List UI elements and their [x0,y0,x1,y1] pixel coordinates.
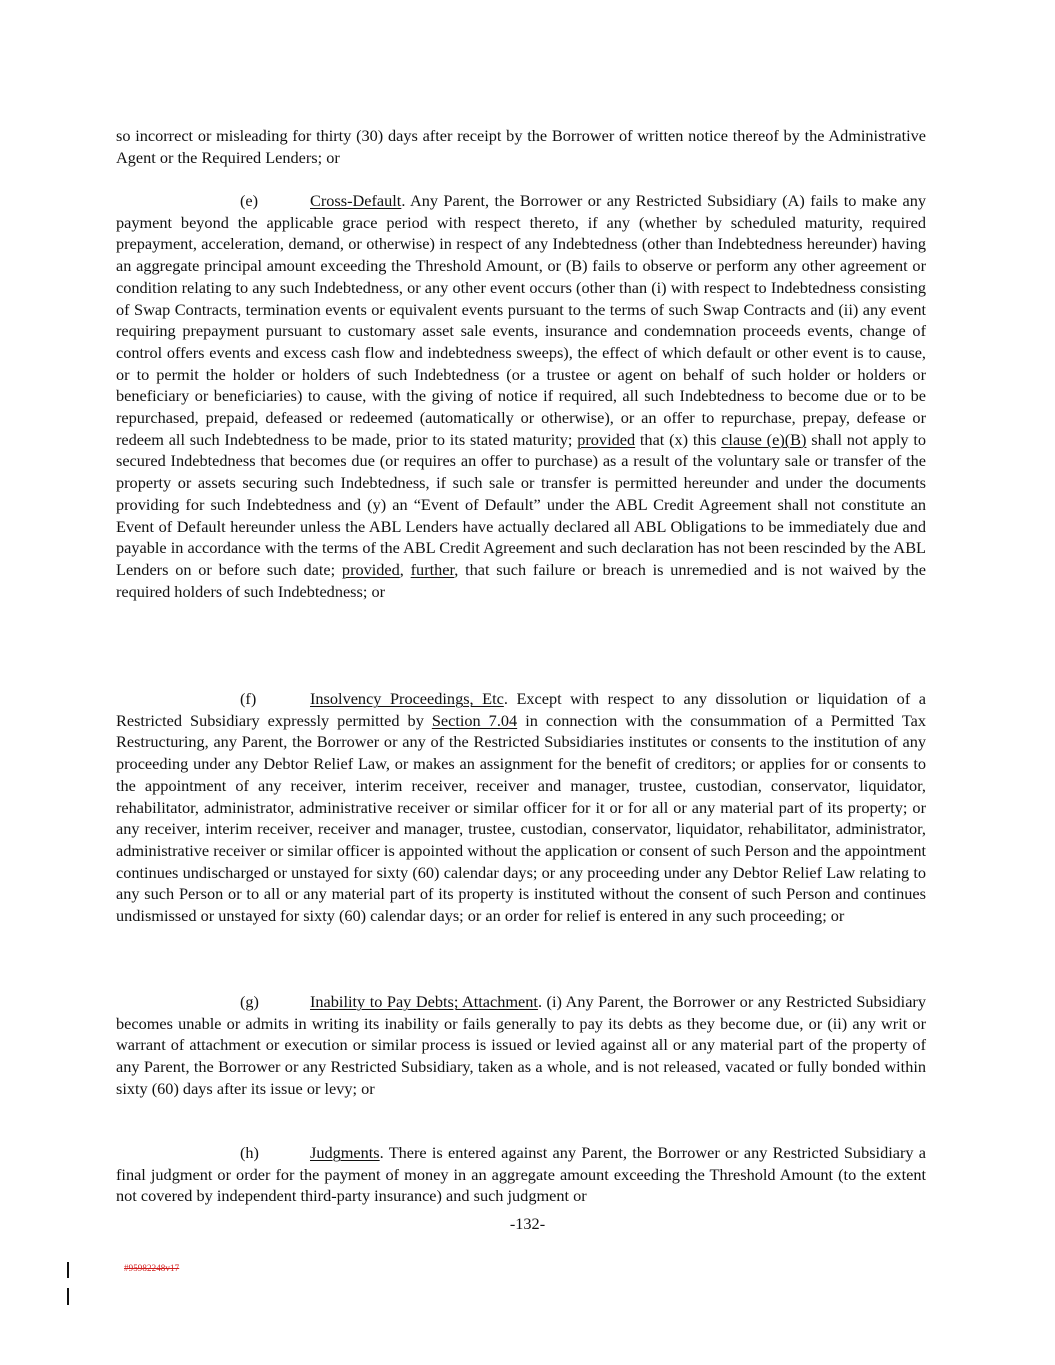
section-e-clause-ref: clause (e)(B) [721,429,807,449]
section-e-text-3: shall not apply to secured Indebtedness that becomes due (or requires an offer to purchase) as a result of the voluntary sale or transfer of the property or assets securing such Indebtedness, if such sale or transfer is permitted hereunder and under the documents providing for such Indebtedness and (y) an “Event of Default” under the ABL Credit Agreement shall not constitute an Event of Default hereunder unless the ABL Lenders have actually declared all ABL Obligations to be immediately due and payable in accordance with the terms of the ABL Credit Agreement and such declaration has not been rescinded by the ABL Lenders on or before such date; [116,429,927,579]
section-h-lead [116,1142,310,1164]
section-h-text-1: . There is entered against any Parent, the Borrower or any Restricted Subsidiary a final judgment or order for the payment of money in an aggregate amount exceeding the Threshold Amount (to the extent not covered by independent third-party insurance) and such judgment or [116,1143,926,1206]
section-e-text-2: that (x) this [635,429,722,449]
section-e-lead [116,190,310,212]
section-h-heading: Judgments [310,1143,380,1162]
section-e-number: (e) [240,191,259,210]
section-e-provided-2: provided [341,559,400,579]
page-number: -132- [509,1214,546,1233]
change-bar [67,1288,69,1305]
section-f-paragraph [116,688,926,927]
section-e-heading: Cross-Default [310,191,402,210]
section-e-provided-1: provided [577,429,636,449]
section-g-lead [116,991,310,1013]
section-h-number: (h) [240,1143,259,1162]
section-e-text-1: . Any Parent, the Borrower or any Restricted Subsidiary (A) fails to make any payment beyond the applicable grace period with respect thereto, if any (whether by scheduled maturity, required prepayment, acceleration, demand, or otherwise) in respect of any Indebtedness (other than Indebtedness hereunder) having an aggregate principal amount exceeding the Threshold Amount, or (B) fails to observe or perform any other agreement or condition relating to any such Indebtedness, or any other event occurs (other than (i) with respect to Indebtedness consisting of Swap Contracts, termination events or equivalent events pursuant to the terms of such Swap Contracts and (ii) any event requiring prepayment pursuant to customary asset sale events, insurance and condemnation proceeds events, change of control offers events and excess cash flow and indebtedness sweeps), the effect of which default or other event is to cause, or to permit the holder or holders of such Indebtedness (or a trustee or agent on behalf of such holder or holders or beneficiary or beneficiaries) to cause, with the giving of notice if required, all such Indebtedness to become due or to be repurchased, prepaid, defeased or redeemed (automatically or otherwise), or an offer to repurchase, prepay, defease or redeem all such Indebtedness to be made, prior to its stated maturity; [116,191,926,449]
section-f-text-2: in connection with the consummation of a Permitted Tax Restructuring, any Parent, the Borrower or any of the Restricted Subsidiaries institutes or consents to the institution of any proceeding under any Debtor Relief Law, or makes an assignment for the benefit of creditors; or applies for or consents to the appointment of any receiver, interim receiver, receiver and manager, trustee, custodian, conservator, liquidator, rehabilitator, administrator, administrative receiver or similar officer for it or for all or any material part of its property; or any receiver, interim receiver, receiver and manager, trustee, custodian, conservator, liquidator, rehabilitator, administrator, administrative receiver or similar officer is appointed without the application or consent of such Person and the appointment continues undischarged or unstayed for sixty (60) calendar days; or any proceeding under any Debtor Relief Law relating to any such Person or to all or any material part of its property is instituted without the consent of such Person and continues undismissed or unstayed for sixty (60) calendar days; or an order for relief is entered in any such proceeding; or [116,710,926,926]
section-f-section-ref: Section 7.04 [431,710,518,730]
change-bar [67,1262,69,1278]
document-id: #95982248v17 [124,1263,180,1273]
section-f-heading: Insolvency Proceedings, Etc [310,689,504,708]
section-g-heading: Inability to Pay Debts; Attachment [310,992,538,1011]
section-g-text-1: . (i) Any Parent, the Borrower or any Restricted Subsidiary becomes unable or admits in writing its inability or fails generally to pay its debts as they become due, or (ii) any writ or warrant of attachment or execution or similar process is issued or levied against all or any material part of the property of any Parent, the Borrower or any Restricted Subsidiary, taken as a whole, and is not released, vacated or fully bonded within sixty (60) days after its issue or levy; or [116,992,926,1098]
intro-text: so incorrect or misleading for thirty (30) days after receipt by the Borrower of written notice thereof by the Administrative Agent or the Required Lenders; or [116,126,926,167]
section-e-text-4: , [399,559,411,579]
intro-paragraph [116,125,926,168]
section-g-paragraph [116,991,926,1100]
section-f-text-1: . Except with respect to any dissolution or liquidation of a Restricted Subsidiary expressly permitted by [116,689,927,730]
section-h-paragraph [116,1142,926,1207]
section-e-further: further [410,559,455,579]
section-f-lead [116,688,310,710]
section-e-text-5: , that such failure or breach is unremedied and is not waived by the required holders of such Indebtedness; or [116,559,927,601]
section-g-number: (g) [240,992,259,1011]
section-f-number: (f) [240,689,257,708]
section-e-paragraph [116,190,926,602]
